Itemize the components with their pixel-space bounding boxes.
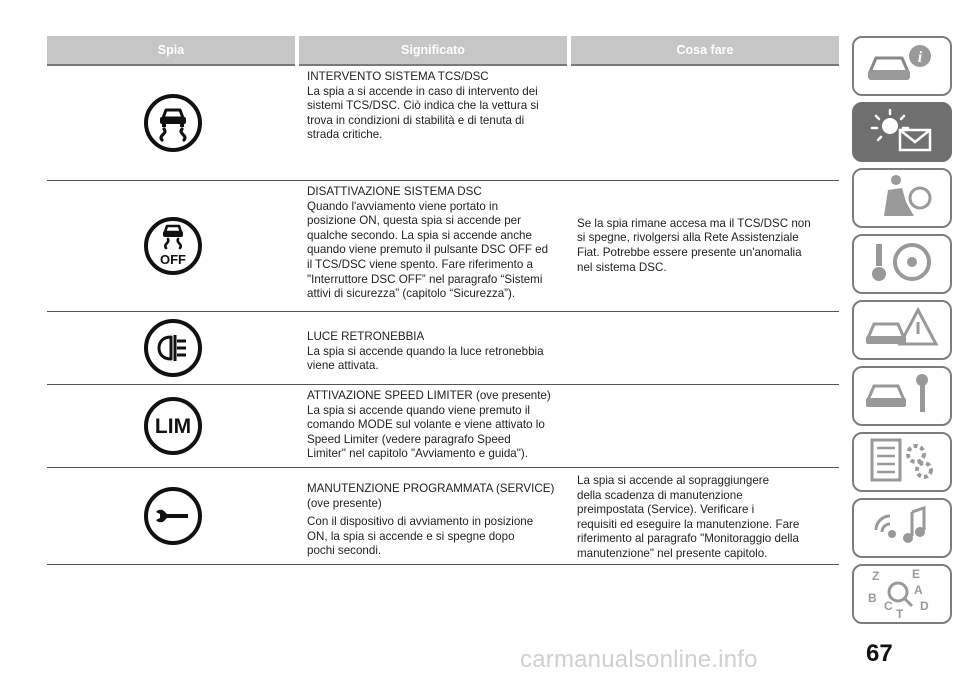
table-row (47, 312, 839, 385)
list-gears-icon (862, 436, 942, 489)
off-label: OFF (160, 252, 186, 267)
table-row (47, 468, 839, 565)
tcs-dsc-skid-icon (142, 92, 204, 154)
header-spia: Spia (47, 36, 295, 66)
svg-text:i: i (917, 48, 923, 66)
watermark: carmanualsonline.info (520, 646, 758, 673)
car-wrench-icon (862, 370, 942, 423)
svg-text:Z: Z (872, 568, 880, 583)
svg-text:T: T (896, 606, 904, 618)
svg-text:B: B (868, 590, 877, 605)
table-row (47, 385, 839, 468)
car-info-tab[interactable] (852, 36, 952, 96)
meaning-text: ATTIVAZIONE SPEED LIMITER (ove presente) La spia si accende quando viene premuto il comando MODE sul volante e viene attivato lo Speed Limiter (vedere paragrafo Speed Limiter" nel capitolo "Avviamento e guida"). (307, 389, 551, 461)
lim-label: LIM (154, 415, 192, 438)
action-text: La spia si accende al sopraggiungere della scadenza di manutenzione preimpostata (Service). Verificare i requisiti ed eseguire la manutenzione. Fare riferimento al paragrafo "Monitoraggio della manutenzione" nel presente capitolo. (577, 474, 800, 560)
action-text: Se la spia rimane accesa ma il TCS/DSC non si spegne, rivolgersi alla Rete Assistenziale Fiat. Potrebbe essere presente un'anomalia nel sistema DSC. (577, 216, 811, 274)
alphabet-magnifier-icon (862, 566, 942, 623)
table-row (47, 181, 839, 312)
meaning-text: INTERVENTO SISTEMA TCS/DSC La spia a si accende in caso di intervento dei sistemi TCS/DSC. Ciò indica che la vettura si trova in condizioni di stabilità e di tenuta di strada critiche. (307, 70, 539, 142)
signal-music-icon (862, 502, 942, 555)
technical-data-tab[interactable] (852, 432, 952, 492)
safety-tab[interactable] (852, 168, 952, 228)
warning-lights-tab[interactable] (852, 102, 952, 162)
svg-text:A: A (914, 582, 923, 597)
speed-limiter-icon (142, 395, 204, 457)
rear-fog-light-icon (142, 317, 204, 379)
table-header (47, 36, 839, 66)
svg-text:E: E (912, 566, 921, 581)
svg-text:D: D (920, 598, 929, 613)
warning-lights-table (47, 36, 839, 565)
warning-light-envelope-icon (862, 106, 942, 159)
car-info-icon (862, 40, 942, 93)
page-number: 67 (866, 640, 893, 667)
driving-tab[interactable] (852, 234, 952, 294)
emergency-tab[interactable] (852, 300, 952, 360)
seat-airbag-icon (862, 172, 942, 225)
meaning-text: DISATTIVAZIONE SISTEMA DSC Quando l'avviamento viene portato in posizione ON, questa spia si accende per qualche secondo. La spia si accende anche quando viene premuto il pulsante DSC OFF ed il TCS/DSC viene spento. Fare riferimento a "Interruttore DSC OFF” nel paragrafo “Sistemi attivi di sicurezza” (capitolo “Sicurezza”). (307, 185, 549, 301)
header-cosa-fare: Cosa fare (571, 36, 839, 66)
dsc-off-icon (142, 215, 204, 277)
svg-text:C: C (884, 598, 893, 613)
meaning-text: Con il dispositivo di avviamento in posizione ON, la spia si accende e si spegne dopo pochi secondi. (307, 515, 534, 558)
table-row (47, 66, 839, 181)
key-steering-wheel-icon (862, 238, 942, 291)
car-warning-triangle-icon (862, 304, 942, 357)
meaning-title: MANUTENZIONE PROGRAMMATA (SERVICE) (ove presente) (307, 482, 555, 510)
service-wrench-icon (142, 485, 204, 547)
meaning-text: LUCE RETRONEBBIA La spia si accende quando la luce retronebbia viene attivata. (307, 330, 544, 373)
maintenance-tab[interactable] (852, 366, 952, 426)
header-significato: Significato (299, 36, 567, 66)
index-tab[interactable] (852, 564, 952, 624)
chapter-tabs (852, 36, 958, 630)
multimedia-tab[interactable] (852, 498, 952, 558)
